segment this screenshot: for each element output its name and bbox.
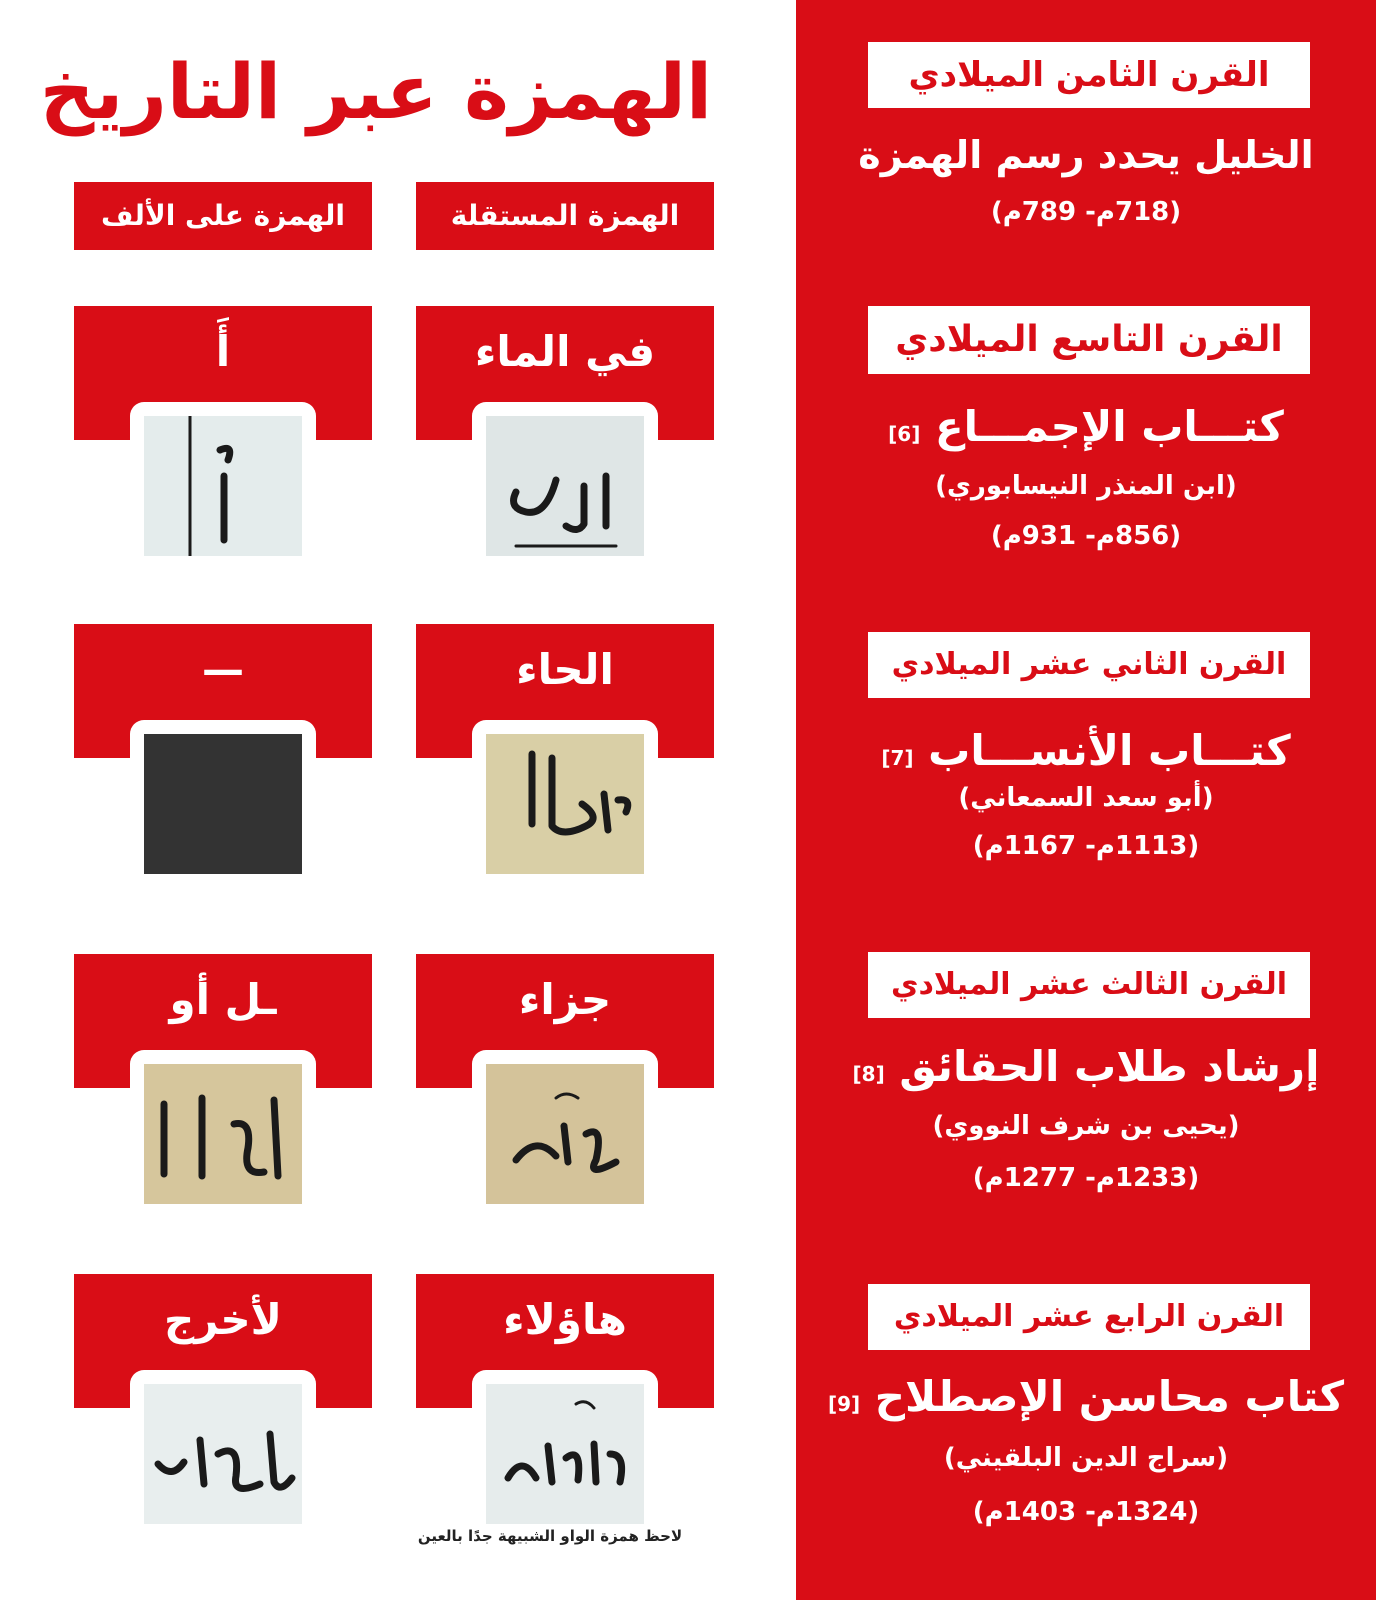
example-card bbox=[416, 1274, 714, 1532]
manuscript-image bbox=[144, 734, 302, 874]
book-author: (سراج الدين البلقيني) bbox=[943, 1443, 1229, 1473]
book-author: (يحيى بن شرف النووي) bbox=[932, 1111, 1240, 1141]
example-word: هاؤلاء bbox=[503, 1295, 627, 1344]
century-label: القرن الثالث عشر الميلادي bbox=[868, 952, 1310, 1018]
column-header-on-alif: الهمزة على الألف bbox=[74, 182, 372, 250]
century-label: القرن التاسع الميلادي bbox=[868, 306, 1310, 374]
book-author: (ابن المنذر النيسابوري) bbox=[935, 471, 1237, 501]
column-header-independent: الهمزة المستقلة bbox=[416, 182, 714, 250]
manuscript-image bbox=[486, 734, 644, 874]
example-word: لأخرج bbox=[164, 1295, 282, 1344]
book-title: كتـــاب الإجمـــاع [6] bbox=[888, 402, 1284, 451]
book-author: (أبو سعد السمعاني) bbox=[958, 783, 1214, 813]
book-title: الخليل يحدد رسم الهمزة bbox=[858, 133, 1314, 177]
example-word: الحاء bbox=[516, 645, 614, 694]
book-title: كتـــاب الأنســـاب [7] bbox=[881, 726, 1291, 775]
book-years: (1324م- 1403م) bbox=[972, 1497, 1200, 1527]
manuscript-image bbox=[144, 416, 302, 556]
reference-number: [9] bbox=[827, 1392, 861, 1416]
book-years: (718م- 789م) bbox=[990, 197, 1182, 227]
manuscript-image bbox=[144, 1384, 302, 1524]
reference-number: [6] bbox=[888, 422, 921, 446]
example-word: في الماء bbox=[474, 327, 656, 376]
example-card bbox=[416, 954, 714, 1212]
example-word: جزاء bbox=[518, 975, 612, 1024]
example-card bbox=[74, 1274, 372, 1532]
book-years: (1233م- 1277م) bbox=[972, 1163, 1200, 1193]
example-word: ـل أو bbox=[169, 975, 277, 1024]
book-years: (1113م- 1167م) bbox=[972, 831, 1200, 861]
example-card bbox=[416, 624, 714, 882]
example-card bbox=[74, 624, 372, 882]
page-title: الهمزة عبر التاريخ bbox=[39, 47, 712, 136]
reference-number: [8] bbox=[852, 1062, 885, 1086]
example-word: أَ bbox=[215, 327, 231, 376]
manuscript-image bbox=[486, 1064, 644, 1204]
manuscript-image bbox=[486, 416, 644, 556]
century-label: القرن الثاني عشر الميلادي bbox=[868, 632, 1310, 698]
example-card bbox=[416, 306, 714, 564]
manuscript-image bbox=[144, 1064, 302, 1204]
reference-number: [7] bbox=[881, 746, 914, 770]
footnote: لاحظ همزة الواو الشبيهة جدًا بالعين bbox=[417, 1527, 683, 1545]
century-label: القرن الثامن الميلادي bbox=[868, 42, 1310, 108]
book-title: كتاب محاسن الإصطلاح [9] bbox=[827, 1372, 1345, 1421]
example-card bbox=[74, 306, 372, 564]
example-card bbox=[74, 954, 372, 1212]
manuscript-image bbox=[486, 1384, 644, 1524]
book-years: (856م- 931م) bbox=[990, 521, 1182, 551]
book-title: إرشاد طلاب الحقائق [8] bbox=[852, 1042, 1320, 1091]
century-label: القرن الرابع عشر الميلادي bbox=[868, 1284, 1310, 1350]
example-word: — bbox=[202, 645, 244, 694]
